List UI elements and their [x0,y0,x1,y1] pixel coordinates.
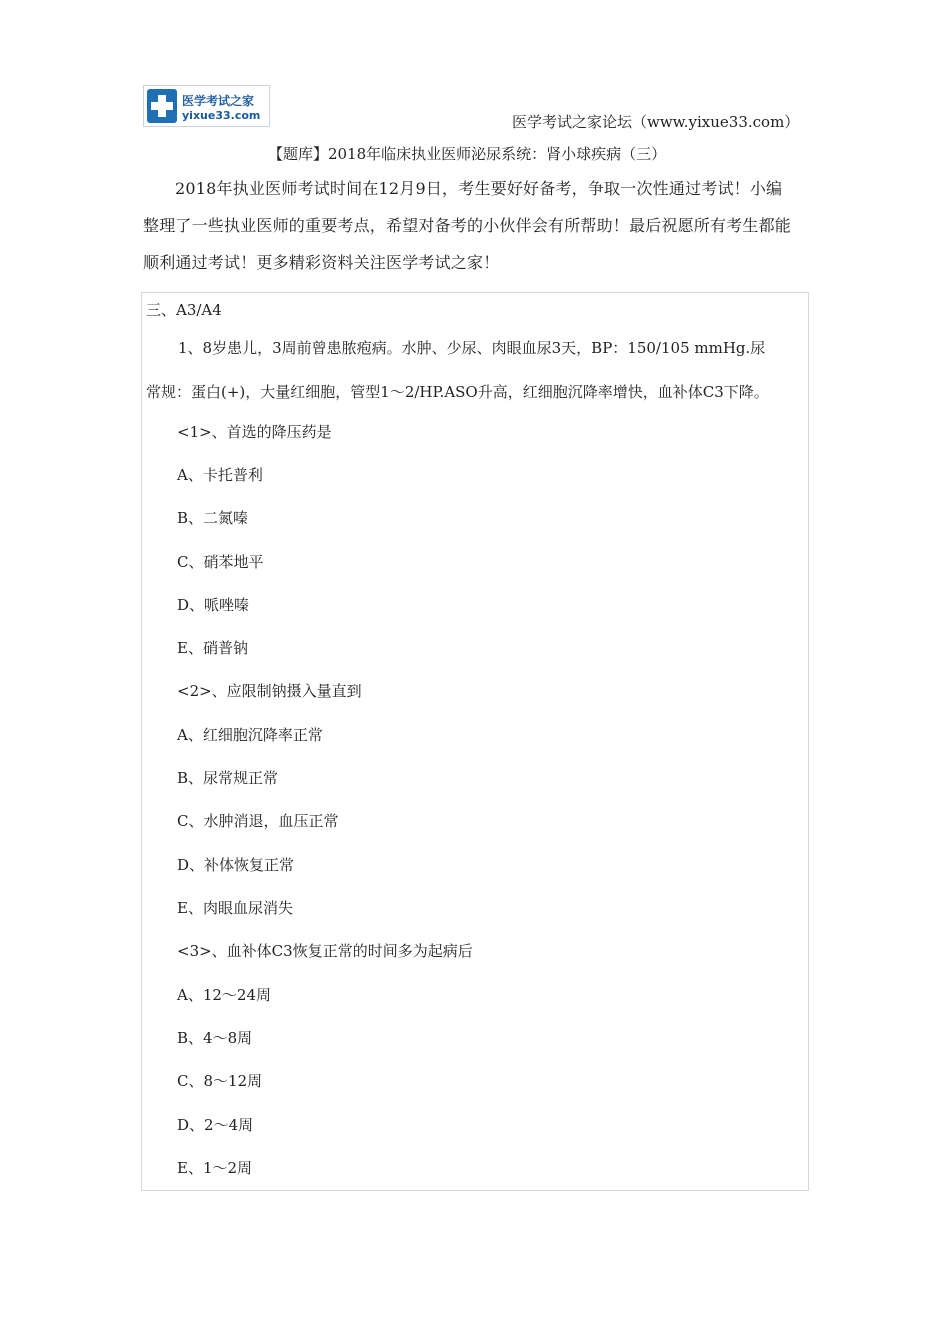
question-1-option-a: A、卡托普利 [177,466,263,484]
page-title: 【题库】2018年临床执业医师泌尿系统：肾小球疾病（三） [268,145,667,163]
question-1-option-b: B、二氮嗪 [177,509,249,527]
question-1-option-c: C、硝苯地平 [177,553,264,571]
question-3-option-a: A、12～24周 [177,986,272,1004]
question-3-prompt: <3>、血补体C3恢复正常的时间多为起病后 [177,942,473,960]
logo-text-en: yixue33.com [182,109,261,122]
question-1-prompt: <1>、首选的降压药是 [177,423,332,441]
intro-line-3: 顺利通过考试！更多精彩资料关注医学考试之家！ [143,253,500,272]
stem-line-2: 常规：蛋白(+)，大量红细胞，管型1～2/HP.ASO升高，红细胞沉降率增快，血补体C3下降。 [146,383,769,401]
intro-line-2: 整理了一些执业医师的重要考点，希望对备考的小伙伴会有所帮助！最后祝愿所有考生都能 [143,216,792,235]
question-box [141,292,809,1191]
question-2-option-e: E、肉眼血尿消失 [177,899,293,917]
section-heading: 三、A3/A4 [146,301,222,319]
question-1-option-e: E、硝普钠 [177,639,248,657]
site-name: 医学考试之家论坛（www.yixue33.com） [512,113,800,131]
case-stem [146,333,810,407]
question-2-option-a: A、红细胞沉降率正常 [177,726,323,744]
question-3-option-d: D、2～4周 [177,1116,254,1134]
intro-paragraph [143,170,807,281]
question-2-option-b: B、尿常规正常 [177,769,279,787]
question-3-option-b: B、4～8周 [177,1029,253,1047]
intro-line-1: 2018年执业医师考试时间在12月9日，考生要好好备考，争取一次性通过考试！小编 [175,179,783,198]
question-2-option-c: C、水肿消退，血压正常 [177,812,339,830]
question-1-option-d: D、哌唑嗪 [177,596,250,614]
question-3-option-c: C、8～12周 [177,1072,263,1090]
site-logo[interactable] [143,85,270,127]
logo-text-cn: 医学考试之家 [182,94,255,108]
stem-line-1: 1、8岁患儿，3周前曾患脓疱病。水肿、少尿、肉眼血尿3天，BP：150/105 mmHg.尿 [178,339,766,357]
question-3-option-e: E、1～2周 [177,1159,253,1177]
question-2-option-d: D、补体恢复正常 [177,856,295,874]
question-2-prompt: <2>、应限制钠摄入量直到 [177,682,362,700]
